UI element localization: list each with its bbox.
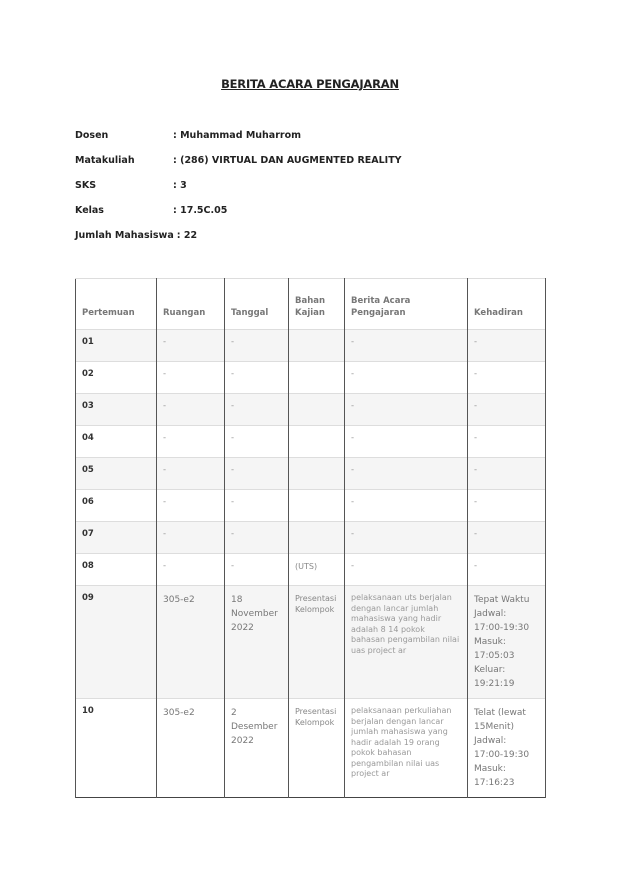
kehadiran-line: 17:00-19:30	[474, 750, 530, 760]
kehadiran-line: -	[474, 401, 478, 411]
cell-tanggal: 2 Desember 2022	[225, 699, 289, 798]
table-row	[76, 458, 546, 490]
info-jumlah-mahasiswa	[75, 230, 402, 255]
kehadiran-line: Tepat Waktu	[474, 595, 530, 605]
kehadiran-line: -	[474, 497, 478, 507]
kehadiran-line: -	[474, 433, 478, 443]
cell-tanggal: -	[225, 490, 289, 522]
cell-pertemuan: 02	[76, 362, 157, 394]
cell-berita-acara: pelaksanaan uts berjalan dengan lancar jumlah mahasiswa yang hadir adalah 8 14 pokok bahasan pengambilan nilai uas project ar	[345, 586, 468, 699]
cell-kehadiran	[468, 586, 546, 699]
cell-tanggal: 18 November 2022	[225, 586, 289, 699]
info-label: Jumlah Mahasiswa	[75, 230, 174, 241]
column-header: Kehadiran	[468, 279, 546, 330]
cell-tanggal: -	[225, 426, 289, 458]
cell-tanggal: -	[225, 522, 289, 554]
column-header: Ruangan	[157, 279, 225, 330]
cell-bahan-kajian	[289, 458, 345, 490]
cell-ruangan: 305-e2	[157, 586, 225, 699]
table-row	[76, 586, 546, 699]
info-matakuliah	[75, 155, 402, 180]
cell-pertemuan: 01	[76, 330, 157, 362]
cell-bahan-kajian	[289, 330, 345, 362]
cell-pertemuan: 04	[76, 426, 157, 458]
cell-bahan-kajian: Presentasi Kelompok	[289, 586, 345, 699]
cell-tanggal: -	[225, 362, 289, 394]
table-row	[76, 554, 546, 586]
info-value: : (286) VIRTUAL DAN AUGMENTED REALITY	[173, 155, 402, 166]
kehadiran-line: -	[474, 529, 478, 539]
kehadiran-line: Masuk:	[474, 764, 506, 774]
cell-berita-acara: -	[345, 330, 468, 362]
info-label: SKS	[75, 180, 97, 191]
kehadiran-line: 19:21:19	[474, 679, 515, 689]
info-dosen	[75, 130, 402, 155]
table-row	[76, 394, 546, 426]
attendance-table	[75, 278, 546, 798]
cell-berita-acara: -	[345, 458, 468, 490]
kehadiran-line: Masuk:	[474, 637, 506, 647]
info-kelas	[75, 205, 402, 230]
cell-kehadiran	[468, 554, 546, 586]
cell-tanggal: -	[225, 394, 289, 426]
cell-bahan-kajian	[289, 426, 345, 458]
info-label: Matakuliah	[75, 155, 135, 166]
info-label: Dosen	[75, 130, 109, 141]
cell-ruangan: -	[157, 490, 225, 522]
cell-ruangan: -	[157, 458, 225, 490]
column-header: Pertemuan	[76, 279, 157, 330]
cell-tanggal: -	[225, 458, 289, 490]
cell-kehadiran	[468, 394, 546, 426]
kehadiran-line: Jadwal:	[474, 736, 507, 746]
cell-bahan-kajian	[289, 394, 345, 426]
table-row	[76, 490, 546, 522]
cell-ruangan: -	[157, 362, 225, 394]
cell-tanggal: -	[225, 554, 289, 586]
info-value: : Muhammad Muharrom	[173, 130, 301, 141]
cell-pertemuan: 08	[76, 554, 157, 586]
cell-kehadiran	[468, 458, 546, 490]
info-value: : 17.5C.05	[173, 205, 228, 216]
kehadiran-line: 17:05:03	[474, 651, 515, 661]
cell-ruangan: -	[157, 394, 225, 426]
cell-ruangan: -	[157, 330, 225, 362]
table-row	[76, 522, 546, 554]
cell-berita-acara: -	[345, 394, 468, 426]
table-row	[76, 330, 546, 362]
cell-tanggal: -	[225, 330, 289, 362]
column-header: Berita Acara Pengajaran	[345, 279, 468, 330]
cell-berita-acara: -	[345, 362, 468, 394]
table-row	[76, 426, 546, 458]
cell-kehadiran	[468, 330, 546, 362]
info-block	[75, 130, 402, 255]
cell-bahan-kajian: Presentasi Kelompok	[289, 699, 345, 798]
cell-berita-acara: -	[345, 426, 468, 458]
cell-ruangan: 305-e2	[157, 699, 225, 798]
cell-ruangan: -	[157, 522, 225, 554]
cell-berita-acara: -	[345, 490, 468, 522]
cell-pertemuan: 10	[76, 699, 157, 798]
cell-bahan-kajian: (UTS)	[289, 554, 345, 586]
column-header: Tanggal	[225, 279, 289, 330]
kehadiran-line: Jadwal:	[474, 609, 507, 619]
cell-kehadiran	[468, 522, 546, 554]
kehadiran-line: Keluar:	[474, 665, 506, 675]
kehadiran-line: 17:16:23	[474, 778, 515, 788]
cell-kehadiran	[468, 699, 546, 798]
cell-berita-acara: pelaksanaan perkuliahan berjalan dengan lancar jumlah mahasiswa yang hadir adalah 19 orang pokok bahasan pengambilan nilai uas project ar	[345, 699, 468, 798]
cell-ruangan: -	[157, 426, 225, 458]
cell-pertemuan: 03	[76, 394, 157, 426]
cell-berita-acara: -	[345, 522, 468, 554]
cell-kehadiran	[468, 362, 546, 394]
table-row	[76, 699, 546, 798]
cell-bahan-kajian	[289, 490, 345, 522]
cell-ruangan: -	[157, 554, 225, 586]
cell-pertemuan: 09	[76, 586, 157, 699]
info-label: Kelas	[75, 205, 104, 216]
info-sks	[75, 180, 402, 205]
kehadiran-line: Telat (lewat 15Menit)	[474, 708, 526, 732]
cell-pertemuan: 06	[76, 490, 157, 522]
table-row	[76, 362, 546, 394]
kehadiran-line: -	[474, 561, 478, 571]
kehadiran-line: -	[474, 369, 478, 379]
cell-bahan-kajian	[289, 362, 345, 394]
kehadiran-line: 17:00-19:30	[474, 623, 530, 633]
kehadiran-line: -	[474, 465, 478, 475]
cell-berita-acara: -	[345, 554, 468, 586]
info-value: : 3	[173, 180, 187, 191]
cell-kehadiran	[468, 426, 546, 458]
document-title: BERITA ACARA PENGAJARAN	[221, 77, 399, 91]
column-header: Bahan Kajian	[289, 279, 345, 330]
table-header-row	[76, 279, 546, 330]
cell-pertemuan: 05	[76, 458, 157, 490]
cell-kehadiran	[468, 490, 546, 522]
cell-pertemuan: 07	[76, 522, 157, 554]
kehadiran-line: -	[474, 337, 478, 347]
cell-bahan-kajian	[289, 522, 345, 554]
info-value: : 22	[176, 230, 198, 241]
